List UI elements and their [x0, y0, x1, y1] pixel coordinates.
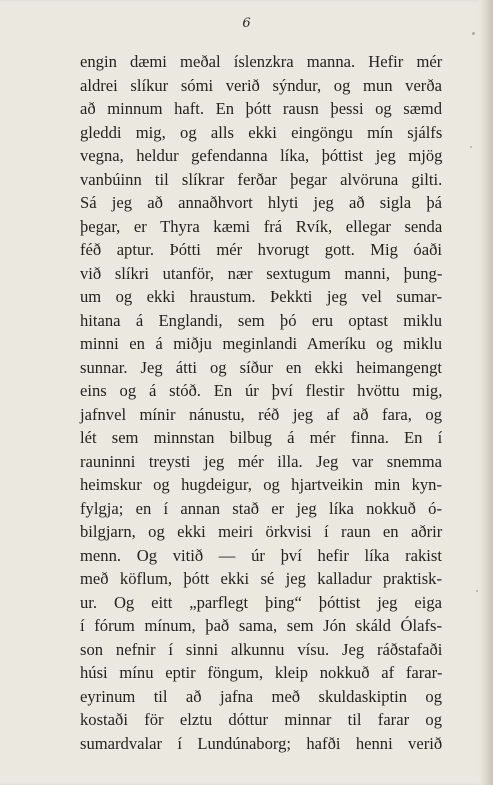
text-line: féð aptur. Þótti mér hvorugt gott. Mig óaði [80, 240, 442, 259]
text-line: kostaði för elztu dóttur minnar til farar og [80, 710, 442, 729]
text-line: bilgjarn, og ekki meiri örkvisi í raun en aðrir [80, 522, 443, 541]
text-line: gleddi mig, og alls ekki eingöngu mín sjálfs [80, 122, 443, 142]
paper-speck [470, 146, 472, 148]
text-line: húsi mínu eptir föngum, kleip nokkuð af farar- [80, 663, 443, 682]
text-line: menn. Og vitið — úr því hefir líka rakist [80, 545, 442, 565]
paper-speck [476, 590, 478, 592]
page-number: 6 [242, 16, 251, 31]
text-line: sunnar. Jeg átti og síður en ekki heimangengt [80, 357, 442, 377]
text-line: aldrei slíkur sómi verið sýndur, og mun verða [80, 75, 442, 95]
text-line: í fórum mínum, það sama, sem Jón skáld Ólafs- [80, 616, 442, 635]
text-line: jafnvel mínir nánustu, réð jeg af að fara, og [80, 404, 442, 424]
text-line: um og ekki hraustum. Þekkti jeg vel sumar- [80, 287, 443, 306]
text-line: ur. Og eitt „parflegt þing“ þóttist jeg eiga [80, 592, 442, 612]
text-line: son nefnir í sinni alkunnu vísu. Jeg ráðstafaði [80, 639, 443, 659]
text-line: með köflum, þótt ekki sé jeg kalladur praktisk- [80, 569, 442, 588]
text-line: þegar, er Thyra kæmi frá Rvík, ellegar senda [80, 216, 443, 236]
text-line: eins og á stóð. En úr því flestir hvöttu mig, [80, 381, 443, 400]
text-line: sumardvalar í Lundúnaborg; hafði henni verið [80, 733, 443, 753]
text-line: fylgja; en í annan stað er jeg líka nokkuð ó- [80, 498, 442, 518]
text-line: engin dæmi meðal íslenzkra manna. Hefir mér [80, 52, 443, 71]
paper-speck [472, 32, 475, 35]
text-line: Sá jeg að annaðhvort hlyti jeg að sigla þá [80, 193, 442, 212]
text-line: hitana á Englandi, sem þó eru optast miklu [80, 310, 442, 330]
text-line: eyrinum til að jafna með skuldaskiptin og [80, 686, 442, 706]
text-line: minni en á miðju meginlandi Ameríku og miklu [80, 334, 442, 353]
page-edge-shadow [479, 0, 493, 785]
text-line: lét sem minnstan bilbug á mér finna. En í [80, 428, 443, 447]
body-text [80, 50, 442, 755]
text-line: rauninni treysti jeg mér illa. Jeg var snemma [80, 451, 442, 471]
text-line: heimskur og hugdeigur, og hjartveikin min kyn- [80, 475, 442, 494]
text-line: við slíkri utanför, nær sextugum manni, þung- [80, 263, 443, 283]
text-line: vanbúinn til slíkrar ferðar þegar alvöruna gilti. [80, 169, 443, 189]
text-line: að minnum haft. En þótt rausn þessi og sæmd [80, 99, 442, 118]
text-line: vegna, heldur gefendanna líka, þóttist jeg mjög [80, 146, 443, 165]
